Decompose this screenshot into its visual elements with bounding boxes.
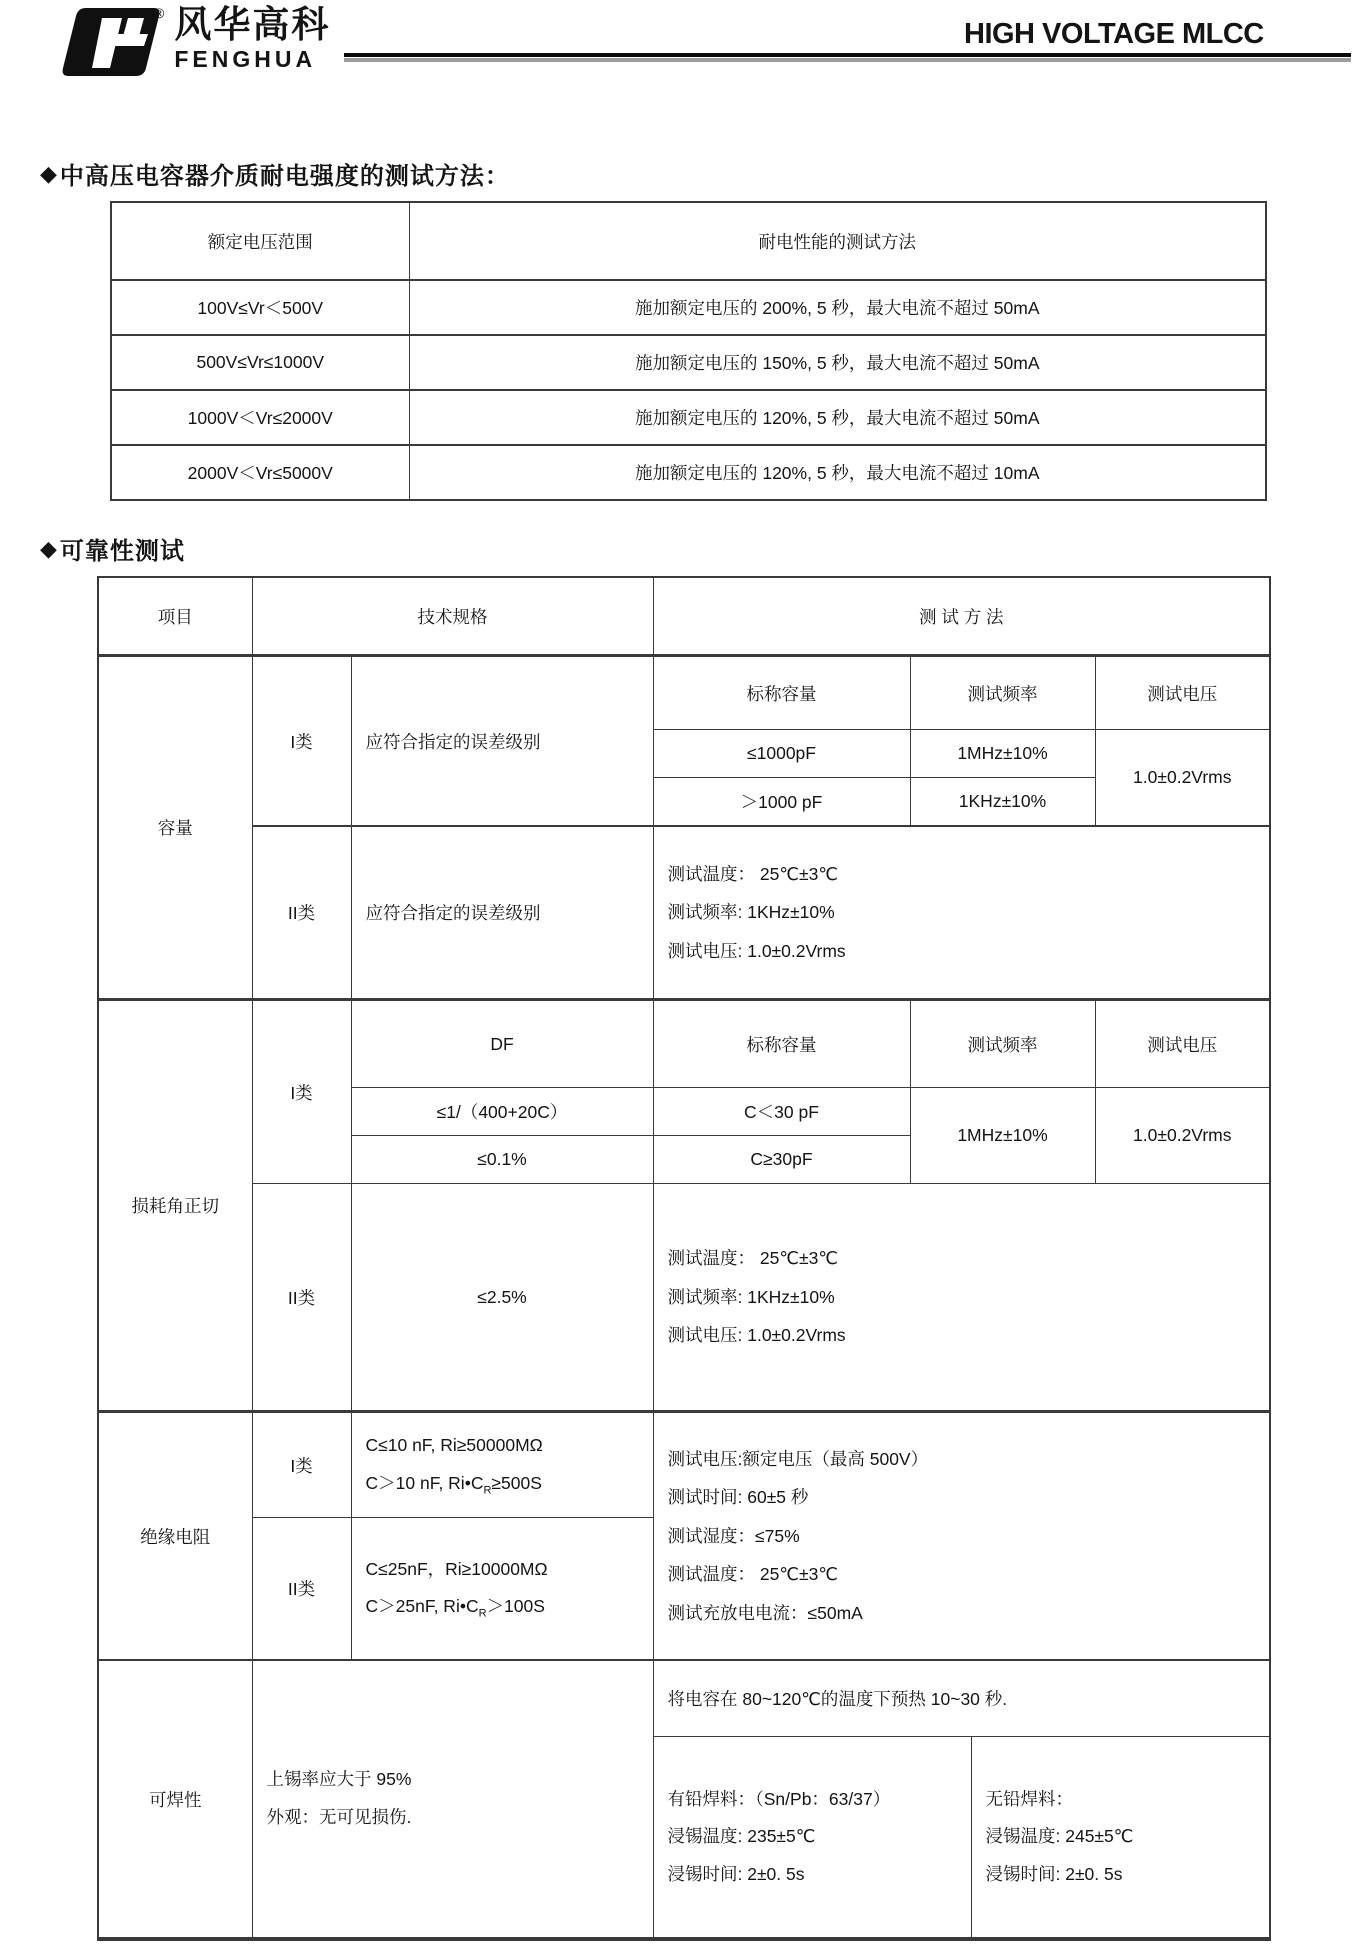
method-line: 测试时间: 60±5 秒 <box>667 1487 809 1508</box>
table-header-row <box>111 202 1266 280</box>
header-cell-spec: 技术规格 <box>252 577 653 656</box>
cell-voltage-range: 2000V＜Vr≤5000V <box>111 445 409 500</box>
df-class2-method <box>653 1184 1270 1412</box>
withstand-voltage-test-table <box>110 201 1267 501</box>
cell-test-method: 施加额定电压的 150%, 5 秒，最大电流不超过 50mA <box>409 335 1266 390</box>
fenghua-logo <box>60 6 330 78</box>
table-row <box>111 390 1266 445</box>
section2-title-text: 可靠性测试 <box>59 538 185 565</box>
cell-voltage-range: 1000V＜Vr≤2000V <box>111 390 409 445</box>
document-title: HIGH VOLTAGE MLCC <box>964 18 1264 50</box>
method-line: 浸锡时间: 2±0. 5s <box>985 1863 1123 1884</box>
header-cell-item: 项目 <box>98 577 252 656</box>
subheader-nominal-capacity: 标称容量 <box>653 1000 910 1088</box>
section1-title-text: 中高压电容器介质耐电强度的测试方法： <box>59 163 510 190</box>
spec-line: C≤10 nF, Ri≥50000MΩ <box>365 1435 543 1456</box>
diamond-bullet-icon: ◆ <box>40 535 58 561</box>
header-divider-black-line <box>344 53 1351 57</box>
table-row-capacity-class1-header <box>98 656 1270 730</box>
cell-test-method: 施加额定电压的 200%, 5 秒，最大电流不超过 50mA <box>409 280 1266 335</box>
table-header-row <box>98 577 1270 656</box>
cell-df-limit: ≤1/（400+20C） <box>351 1088 653 1136</box>
spec-line: 外观：无可见损伤. <box>266 1807 412 1827</box>
table-row <box>111 335 1266 390</box>
subheader-df: DF <box>351 1000 653 1088</box>
method-line: 测试电压: 1.0±0.2Vrms <box>667 1325 846 1346</box>
solderability-preheat: 将电容在 80~120℃的温度下预热 10~30 秒. <box>653 1660 1270 1737</box>
method-line: 测试电压: 1.0±0.2Vrms <box>667 940 846 961</box>
cell-capacity-range: ＞1000 pF <box>653 778 910 827</box>
df-class2-spec: ≤2.5% <box>351 1184 653 1412</box>
ir-class1-spec <box>351 1412 653 1518</box>
cell-test-voltage: 1.0±0.2Vrms <box>1095 730 1270 827</box>
item-label-dissipation-factor: 损耗角正切 <box>98 1000 252 1412</box>
header-divider <box>344 53 1351 62</box>
method-line: 有铅焊料：（Sn/Pb：63/37） <box>667 1788 891 1809</box>
method-line: 测试充放电电流：≤50mA <box>667 1602 863 1623</box>
method-line: 测试温度： 25℃±3℃ <box>667 1564 838 1585</box>
subheader-test-frequency: 测试频率 <box>910 656 1095 730</box>
class1-label: I类 <box>252 1412 351 1518</box>
table-row-df-class1-header <box>98 1000 1270 1088</box>
cell-capacity-range: ≤1000pF <box>653 730 910 778</box>
cell-test-frequency: 1KHz±10% <box>910 778 1095 827</box>
subheader-test-frequency: 测试频率 <box>910 1000 1095 1088</box>
cell-test-frequency: 1MHz±10% <box>910 730 1095 778</box>
capacity-class2-spec: 应符合指定的误差级别 <box>351 826 653 1000</box>
brand-name-en: FENGHUA <box>174 45 317 72</box>
class2-label: II类 <box>252 1518 351 1661</box>
header-cell-withstand-test-method: 耐电性能的测试方法 <box>409 202 1266 280</box>
cell-test-voltage: 1.0±0.2Vrms <box>1095 1088 1270 1184</box>
fenghua-logo-icon <box>60 6 160 78</box>
method-line: 浸锡时间: 2±0. 5s <box>667 1863 805 1884</box>
registered-trademark-icon: ® <box>154 5 165 21</box>
spec-line: C＞25nF, $Ri•C_R>100S$ <box>365 1596 545 1620</box>
method-line: 测试频率: 1KHz±10% <box>667 902 835 923</box>
method-line: 测试温度： 25℃±3℃ <box>667 1248 838 1269</box>
item-label-solderability: 可焊性 <box>98 1660 252 1939</box>
cell-test-frequency: 1MHz±10% <box>910 1088 1095 1184</box>
method-line: 测试温度： 25℃±3℃ <box>667 863 838 884</box>
table-row-solderability-preheat <box>98 1660 1270 1737</box>
cell-test-method: 施加额定电压的 120%, 5 秒，最大电流不超过 50mA <box>409 390 1266 445</box>
class1-label: I类 <box>252 1000 351 1184</box>
ir-method <box>653 1412 1270 1661</box>
table-row-capacity-class2 <box>98 826 1270 1000</box>
leaded-solder-cell <box>653 1737 971 1940</box>
method-line: 浸锡温度: 235±5℃ <box>667 1826 816 1847</box>
class1-label: I类 <box>252 656 351 827</box>
ir-class2-spec <box>351 1518 653 1661</box>
page-header <box>0 0 1363 92</box>
cell-voltage-range: 500V≤Vr≤1000V <box>111 335 409 390</box>
header-cell-rated-voltage-range: 额定电压范围 <box>111 202 409 280</box>
table-row <box>111 280 1266 335</box>
method-line: 测试湿度：≤75% <box>667 1525 800 1546</box>
reliability-test-table <box>97 576 1271 1941</box>
method-line: 浸锡温度: 245±5℃ <box>985 1826 1134 1847</box>
brand-block <box>174 6 330 73</box>
spec-line: 上锡率应大于 95% <box>266 1769 412 1790</box>
method-line: 测试电压:额定电压（最高 500V） <box>667 1448 929 1469</box>
lead-free-solder-cell <box>971 1737 1270 1940</box>
brand-name-cn: 风华高科 <box>174 4 331 45</box>
item-label-capacity: 容量 <box>98 656 252 1000</box>
item-label-insulation-resistance: 绝缘电阻 <box>98 1412 252 1661</box>
spec-line: C＞10 nF, $Ri•C_R\ge 500S$ <box>365 1472 542 1497</box>
solderability-spec <box>252 1660 653 1939</box>
capacity-class2-method <box>653 826 1270 1000</box>
cell-capacity-range: C＜30 pF <box>653 1088 910 1136</box>
cell-df-limit: ≤0.1% <box>351 1136 653 1184</box>
cell-test-method: 施加额定电压的 120%, 5 秒，最大电流不超过 10mA <box>409 445 1266 500</box>
class2-label: II类 <box>252 826 351 1000</box>
table-row <box>111 445 1266 500</box>
subheader-nominal-capacity: 标称容量 <box>653 656 910 730</box>
spec-line: C≤25nF，Ri≥10000MΩ <box>365 1558 548 1579</box>
section1-title <box>40 156 1363 191</box>
method-line: 测试频率: 1KHz±10% <box>667 1286 835 1307</box>
class2-label: II类 <box>252 1184 351 1412</box>
cell-voltage-range: 100V≤Vr＜500V <box>111 280 409 335</box>
header-divider-gray-line <box>344 58 1351 62</box>
diamond-bullet-icon: ◆ <box>40 160 58 186</box>
table-row-df-class2 <box>98 1184 1270 1412</box>
capacity-class1-spec: 应符合指定的误差级别 <box>351 656 653 827</box>
section2-title <box>40 531 1363 566</box>
cell-capacity-range: C≥30pF <box>653 1136 910 1184</box>
subheader-test-voltage: 测试电压 <box>1095 656 1270 730</box>
header-cell-method: 测 试 方 法 <box>653 577 1270 656</box>
table-row-ir-class1 <box>98 1412 1270 1518</box>
subheader-test-voltage: 测试电压 <box>1095 1000 1270 1088</box>
method-line: 无铅焊料： <box>985 1788 1073 1809</box>
